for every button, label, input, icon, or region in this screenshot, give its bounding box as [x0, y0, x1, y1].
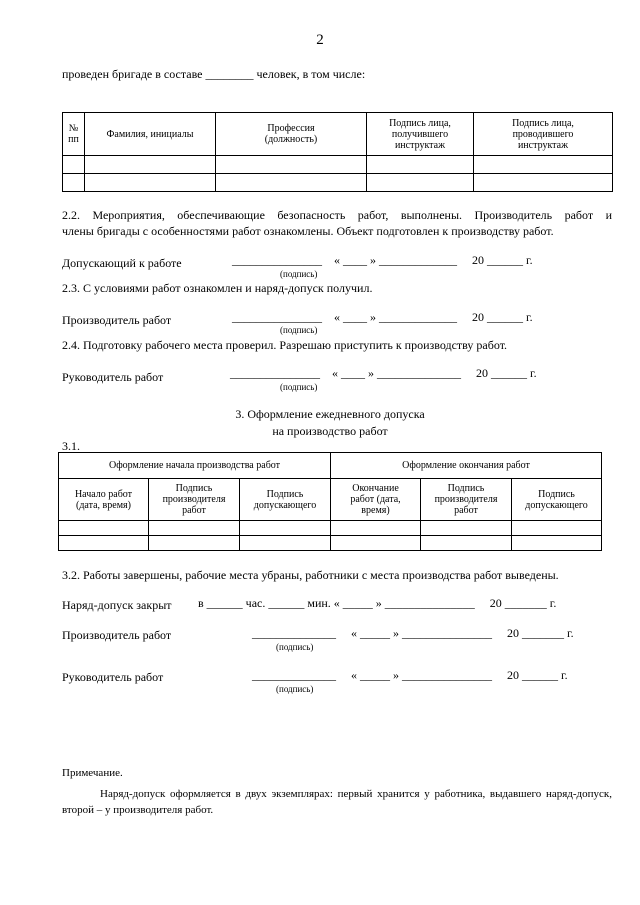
table-cell[interactable]: [474, 156, 613, 174]
table-cell[interactable]: [59, 521, 149, 536]
table-cell[interactable]: [240, 521, 331, 536]
th-conducted-signature: [474, 113, 613, 156]
table-cell[interactable]: [216, 174, 367, 192]
note-text: Наряд-допуск оформляется в двух экземплярах: первый хранится у работника, выдавшего наряд-допуск, второй – у производителя работ.: [62, 788, 612, 816]
th-profession-label: Профессия (должность): [264, 123, 318, 145]
daily-admission-table: [58, 452, 602, 551]
th-group-start-label: Оформление начала производства работ: [108, 460, 281, 471]
th-start-admitter-label: Подпись допускающего: [253, 488, 317, 511]
th-received-signature: [367, 113, 474, 156]
table-cell[interactable]: [331, 521, 421, 536]
s22-line1: 2.2. Мероприятия, обеспечивающие безопасность работ, выполнены. Производитель работ и: [62, 208, 612, 222]
th-conducted-label: Подпись лица, проводившего инструктаж: [512, 117, 574, 151]
briefing-table: [62, 112, 613, 192]
table-cell[interactable]: [63, 156, 85, 174]
th-start-producer-label: Подпись производителя работ: [162, 483, 226, 516]
s32-producer-signature-label: (подпись): [276, 642, 314, 652]
s32-closed-label: Наряд-допуск закрыт: [62, 598, 172, 612]
note-title: Примечание.: [62, 767, 123, 779]
table-cell[interactable]: [474, 174, 613, 192]
s32-producer-line[interactable]: ______________ « _____ » _______________ 20 _______ г.: [252, 626, 574, 640]
th-end-producer-label: Подпись производителя работ: [434, 483, 498, 516]
th-end-producer-sign: [421, 479, 512, 521]
th-group-end: [331, 453, 602, 479]
th-name: [85, 113, 216, 156]
th-name-label: Фамилия, инициалы: [106, 128, 194, 140]
th-end-admitter-label: Подпись допускающего: [525, 488, 588, 511]
section3-title-line1: 3. Оформление ежедневного допуска: [235, 407, 425, 421]
s32-closed-line[interactable]: в ______ час. ______ мин. « _____ » _______________ 20 _______ г.: [198, 596, 557, 610]
s24-text: 2.4. Подготовку рабочего места проверил. Разрешаю приступить к производству работ.: [62, 338, 508, 352]
s22-signature-label: (подпись): [280, 269, 318, 279]
table-cell[interactable]: [85, 156, 216, 174]
th-number-label: № пп: [68, 123, 79, 145]
s24-signature-label: (подпись): [280, 382, 318, 392]
table-row: [63, 174, 613, 192]
daily-table-header: [59, 479, 602, 521]
intro-text: проведен бригаде в составе ________ человек, в том числе:: [62, 67, 366, 81]
s24-signature-line[interactable]: _______________ « ____ » ______________ 20 ______ г.: [230, 366, 537, 380]
s32-head-line[interactable]: ______________ « _____ » _______________ 20 ______ г.: [252, 668, 568, 682]
th-number: [63, 113, 85, 156]
table-cell[interactable]: [512, 521, 602, 536]
s23-signature-label: (подпись): [280, 325, 318, 335]
s32-head-role: Руководитель работ: [62, 670, 164, 684]
s32-producer-role: Производитель работ: [62, 628, 172, 642]
s23-role: Производитель работ: [62, 313, 172, 327]
table-cell[interactable]: [367, 156, 474, 174]
section3-title-line2: на производство работ: [272, 424, 388, 438]
s32-text: 3.2. Работы завершены, рабочие места убраны, работники с места производства работ выведены.: [62, 568, 559, 582]
section3-sub: 3.1.: [62, 439, 80, 453]
table-cell[interactable]: [331, 536, 421, 551]
th-end-time: [331, 479, 421, 521]
s23-signature-line[interactable]: _______________ « ____ » _____________ 20 ______ г.: [232, 310, 533, 324]
s22-role: Допускающий к работе: [62, 256, 182, 270]
th-start-time-label: Начало работ (дата, время): [74, 488, 133, 511]
page-number: 2: [316, 32, 324, 48]
th-received-label: Подпись лица, получившего инструктаж: [389, 117, 451, 151]
table-cell[interactable]: [421, 536, 512, 551]
th-group-end-label: Оформление окончания работ: [402, 460, 530, 471]
table-row: [63, 156, 613, 174]
table-cell[interactable]: [240, 536, 331, 551]
s32-head-signature-label: (подпись): [276, 684, 314, 694]
s22-signature-line[interactable]: _______________ « ____ » _____________ 20 ______ г.: [232, 253, 533, 267]
table-cell[interactable]: [149, 521, 240, 536]
table-cell[interactable]: [85, 174, 216, 192]
table-row: [59, 536, 602, 551]
th-start-time: [59, 479, 149, 521]
daily-table-group-header: [59, 453, 602, 479]
table-cell[interactable]: [216, 156, 367, 174]
th-end-time-label: Окончание работ (дата, время): [350, 483, 401, 516]
table-row: [59, 521, 602, 536]
th-start-producer-sign: [149, 479, 240, 521]
s22-line2: члены бригады с особенностями работ ознакомлены. Объект подготовлен к производству работ.: [62, 224, 554, 238]
briefing-table-header: [63, 113, 613, 156]
table-cell[interactable]: [59, 536, 149, 551]
table-cell[interactable]: [421, 521, 512, 536]
th-start-admitter-sign: [240, 479, 331, 521]
th-group-start: [59, 453, 331, 479]
table-cell[interactable]: [149, 536, 240, 551]
table-cell[interactable]: [63, 174, 85, 192]
th-end-admitter-sign: [512, 479, 602, 521]
th-profession: [216, 113, 367, 156]
s23-text: 2.3. С условиями работ ознакомлен и наряд-допуск получил.: [62, 281, 373, 295]
s24-role: Руководитель работ: [62, 370, 164, 384]
table-cell[interactable]: [367, 174, 474, 192]
table-cell[interactable]: [512, 536, 602, 551]
